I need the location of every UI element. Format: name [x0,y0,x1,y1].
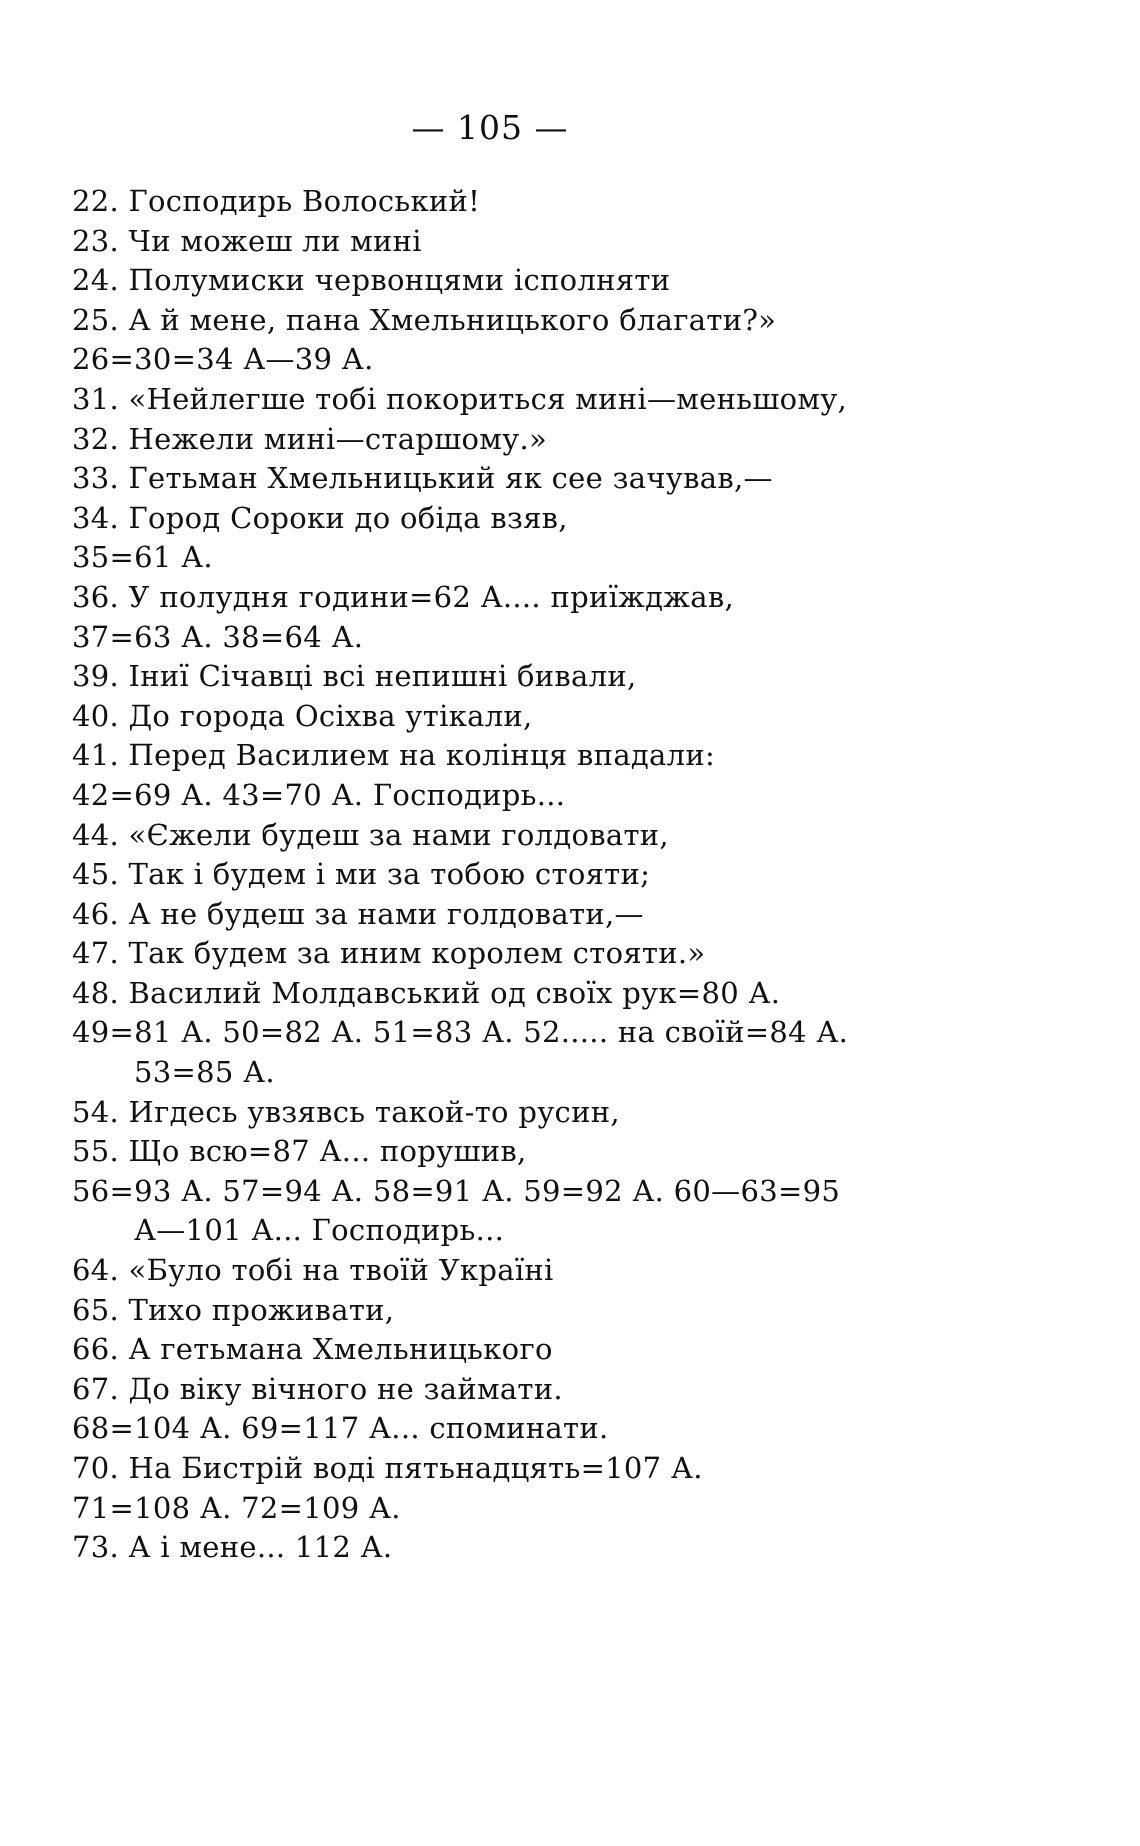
verse-line: 71=108 А. 72=109 А. [72,1490,401,1525]
verse-line: 44. «Єжели будеш за нами голдовати, [72,817,669,852]
verse-line: 23. Чи можеш ли мині [72,223,422,258]
verse-line: 24. Полумиски червонцями ісполняти [72,263,671,298]
verse-line: 40. До города Осіхва утікали, [72,698,533,733]
verse-line: 31. «Нейлегше тобі покориться мині—меньшому, [72,381,848,416]
page-number: — 105 — [411,108,569,147]
verse-line: 56=93 А. 57=94 А. 58=91 А. 59=92 А. 60—63=95 [72,1173,841,1208]
verse-line: 34. Город Сороки до обіда взяв, [72,500,568,535]
verse-line: А—101 А... Господирь... [134,1213,505,1248]
verse-line: 47. Так будем за иним королем стояти.» [72,936,706,971]
verse-line: 36. У полудня години=62 А.... приїжджав, [72,579,734,614]
verse-line: 39. Іниї Січавці всі непишні бивали, [72,659,637,694]
verse-line: 64. «Було тобі на твоїй Україні [72,1253,554,1288]
verse-line: 35=61 А. [72,540,213,575]
verse-line: 70. На Бистрій воді пятьнадцять=107 А. [72,1451,703,1485]
verse-line: 33. Гетьман Хмельницький як сее зачував,— [72,461,773,496]
verse-line: 37=63 А. 38=64 А. [72,619,364,654]
verse-line: 55. Що всю=87 А... порушив, [72,1134,527,1169]
verse-line: 73. А і мене... 112 А. [72,1530,393,1565]
verse-line: 46. А не будеш за нами голдовати,— [72,896,644,931]
verse-line: 41. Перед Василием на колінця впадали: [72,738,716,773]
verse-line: 53=85 А. [134,1055,275,1090]
verse-line: 26=30=34 А—39 А. [72,342,374,377]
verse-line: 54. Игдесь увзявсь такой-то русин, [72,1094,620,1129]
verse-line: 65. Тихо проживати, [72,1292,395,1327]
verse-line: 67. До віку вічного не займати. [72,1371,563,1406]
verse-line: 66. А гетьмана Хмельницького [72,1332,553,1367]
verse-line: 32. Нежели мині—старшому.» [72,421,548,456]
verse-line: 25. А й мене, пана Хмельницького благати?» [72,302,777,337]
verse-line: 48. Василий Молдавський од своїх рук=80 А. [72,975,781,1010]
verse-line: 45. Так і будем і ми за тобою стояти; [72,857,651,892]
verse-line: 49=81 А. 50=82 А. 51=83 А. 52..... на своїй=84 А. [72,1015,849,1050]
verse-line: 22. Господирь Волоський! [72,184,481,218]
verse-line: 42=69 А. 43=70 А. Господирь... [72,777,566,812]
verse-line: 68=104 А. 69=117 А... споминати. [72,1411,609,1446]
verse-lines [72,182,952,1568]
